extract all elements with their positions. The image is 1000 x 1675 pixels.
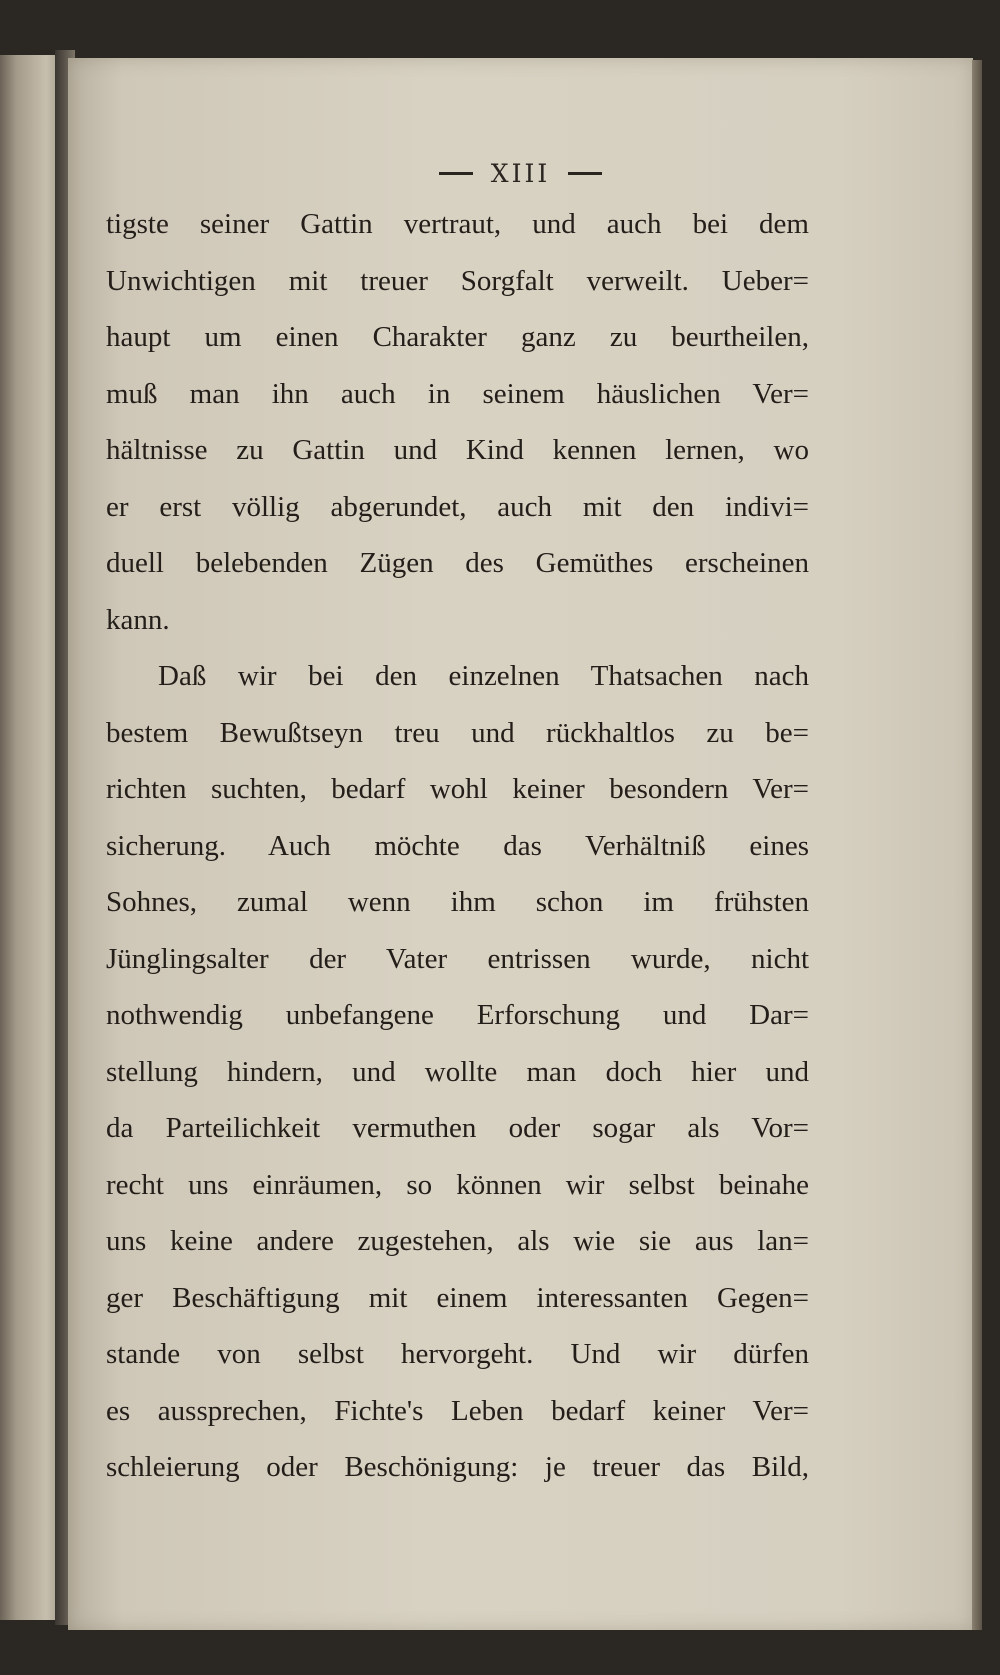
text-line: uns keine andere zugestehen, als wie sie aus lan= <box>106 1225 809 1257</box>
paragraph-1 <box>106 196 809 648</box>
text-line: es aussprechen, Fichte's Leben bedarf keiner Ver= <box>106 1394 809 1427</box>
text-line: muß man ihn auch in seinem häuslichen Ver= <box>106 377 809 410</box>
text-line: Jünglingsalter der Vater entrissen wurde, nicht <box>106 942 809 975</box>
text-line: schleierung oder Beschönigung: je treuer das Bild, <box>106 1451 809 1483</box>
paragraph-2 <box>106 648 809 1496</box>
header-dash-left <box>439 172 473 175</box>
text-line: er erst völlig abgerundet, auch mit den indivi= <box>106 490 809 523</box>
book-page <box>68 58 973 1630</box>
text-line: nothwendig unbefangene Erforschung und Dar= <box>106 999 809 1031</box>
page-number: XIII <box>490 158 551 188</box>
text-line: haupt um einen Charakter ganz zu beurtheilen, <box>106 321 809 353</box>
text-line: ger Beschäftigung mit einem interessanten Gegen= <box>106 1281 809 1314</box>
text-line: Sohnes, zumal wenn ihm schon im frühsten <box>106 886 809 918</box>
text-line: sicherung. Auch möchte das Verhältniß eines <box>106 829 809 862</box>
text-line: recht uns einräumen, so können wir selbst beinahe <box>106 1168 809 1201</box>
right-page-edge <box>972 60 982 1630</box>
text-line: Unwichtigen mit treuer Sorgfalt verweilt. Ueber= <box>106 264 809 297</box>
text-line: richten suchten, bedarf wohl keiner besondern Ver= <box>106 773 809 805</box>
text-line: kann. <box>106 603 170 636</box>
text-line: stande von selbst hervorgeht. Und wir dürfen <box>106 1338 809 1370</box>
body-text <box>106 196 809 1496</box>
text-line: bestem Bewußtseyn treu und rückhaltlos zu be= <box>106 716 809 749</box>
text-line: hältnisse zu Gattin und Kind kennen lernen, wo <box>106 434 809 466</box>
text-line: stellung hindern, und wollte man doch hier und <box>106 1055 809 1088</box>
text-line: tigste seiner Gattin vertraut, und auch bei dem <box>106 208 809 240</box>
text-line: da Parteilichkeit vermuthen oder sogar als Vor= <box>106 1112 809 1144</box>
text-line: Daß wir bei den einzelnen Thatsachen nach <box>158 660 809 692</box>
page-header <box>68 148 973 198</box>
text-line: duell belebenden Zügen des Gemüthes erscheinen <box>106 547 809 579</box>
header-dash-right <box>568 172 602 175</box>
